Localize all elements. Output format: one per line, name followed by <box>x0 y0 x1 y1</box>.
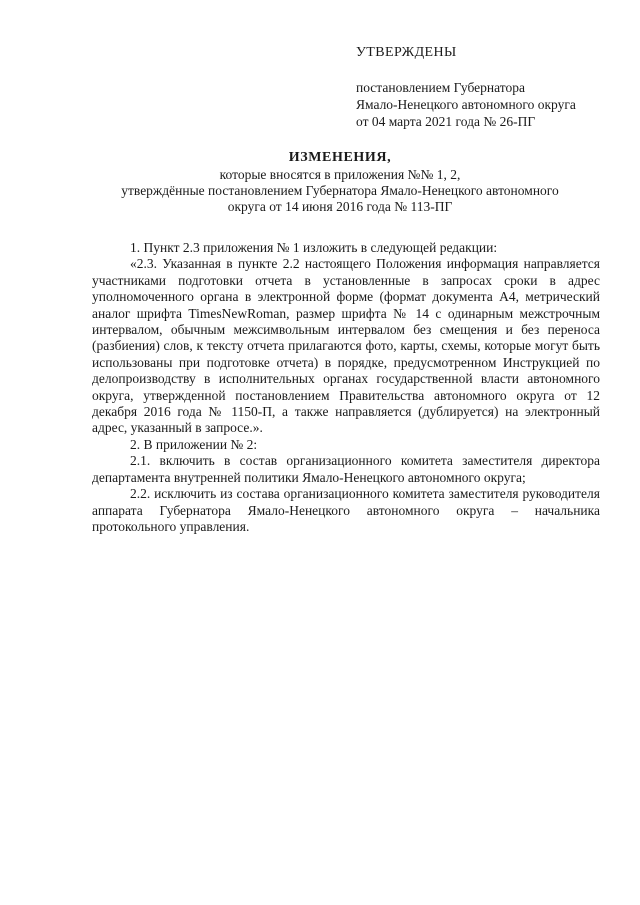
approval-line: от 04 марта 2021 года № 26-ПГ <box>356 114 536 129</box>
approval-stamp: УТВЕРЖДЕНЫ <box>356 45 457 60</box>
paragraph-2-1: 2.1. включить в состав организационного комитета заместителя директора департамента внутренней политики Ямало-Ненецкого автономного округа; <box>92 453 600 485</box>
heading-line: округа от 14 июня 2016 года № 113-ПГ <box>227 199 453 214</box>
document-heading <box>92 150 588 215</box>
document-title: ИЗМЕНЕНИЯ, <box>288 150 392 165</box>
approval-block <box>356 44 616 130</box>
heading-line: которые вносятся в приложения №№ 1, 2, <box>219 167 461 182</box>
approval-line: постановлением Губернатора <box>356 80 525 95</box>
paragraph-2-3: «2.3. Указанная в пункте 2.2 настоящего Положения информация направляется участниками подготовки отчета в установленные в запросах сроки в адрес уполномоченного органа в электронной форме (формат документа А4, метрический аналог шрифта TimesNewRoman, размер шрифта № 14 с одинарным межстрочным интервалом, обычным межсимвольным интервалом без смещения и без переноса (разбиения) слов, к тексту отчета прилагаются фото, карты, схемы, которые могут быть использованы при подготовке отчета) в порядке, предусмотренном Инструкцией по делопроизводству в исполнительных органах государственной власти автономного округа, утвержденной постановлением Правительства автономного округа от 12 декабря 2016 года № 1150-П, а также направляется (дублируется) на электронный адрес, указанный в запросе.». <box>92 256 600 436</box>
heading-line: утверждённые постановлением Губернатора Ямало-Ненецкого автономного <box>121 183 559 198</box>
paragraph-2: 2. В приложении № 2: <box>130 436 258 452</box>
approval-line: Ямало-Ненецкого автономного округа <box>356 97 576 112</box>
paragraph-1: 1. Пункт 2.3 приложения № 1 изложить в следующей редакции: <box>130 240 498 255</box>
document-body <box>92 240 600 535</box>
paragraph-2-2: 2.2. исключить из состава организационного комитета заместителя руководителя аппарата Губернатора Ямало-Ненецкого автономного округа – начальника протокольного управления. <box>92 486 600 534</box>
